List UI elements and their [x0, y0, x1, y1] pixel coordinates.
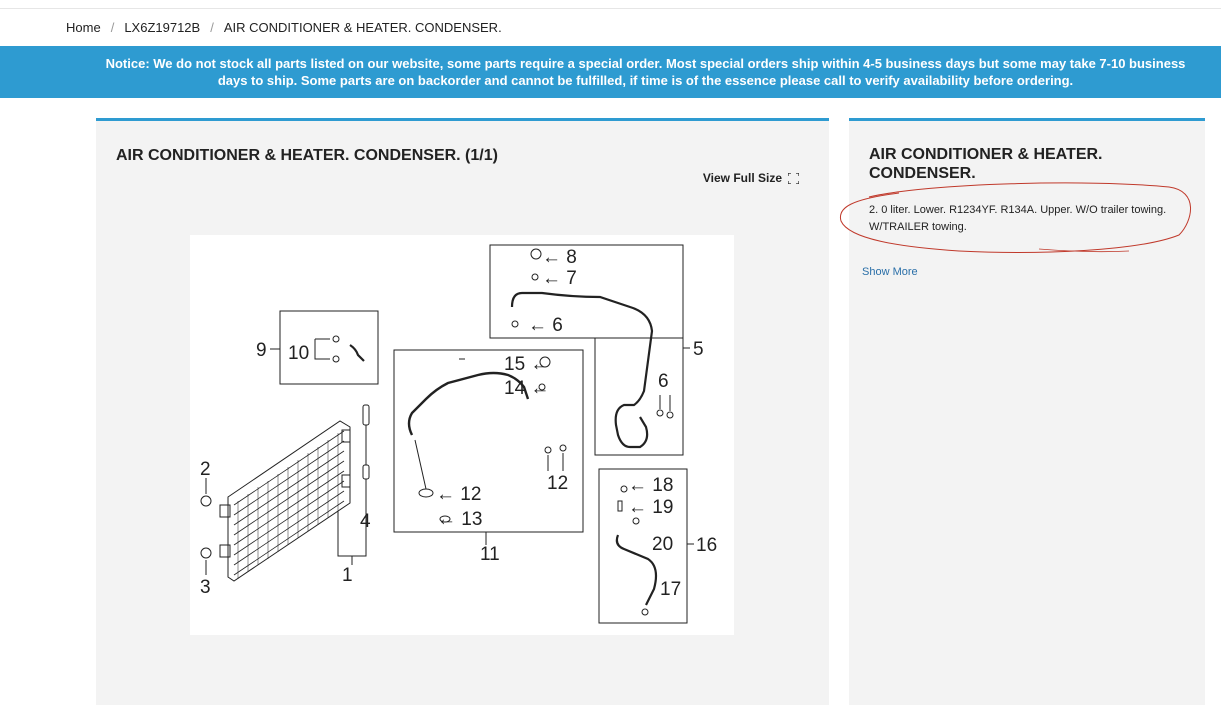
callout-7: ← 7	[542, 268, 577, 289]
part-info-title: AIR CONDITIONER & HEATER. CONDENSER.	[869, 146, 1103, 182]
breadcrumb-current: AIR CONDITIONER & HEATER. CONDENSER.	[223, 20, 502, 35]
callout-9: 9	[256, 340, 267, 361]
callout-17: 17	[660, 579, 682, 600]
diagram-title: AIR CONDITIONER & HEATER. CONDENSER. (1/1)	[116, 147, 498, 164]
notice-text: Notice: We do not stock all parts listed on our website, some parts require a special order. Most special orders ship within 4-5 business days but some may take 7-10 business days to ship. Some parts are on backorder and cannot be fulfilled, if time is of the essence please call to verify availability before ordering.	[105, 56, 1186, 88]
breadcrumb	[66, 20, 502, 35]
callout-11: 11	[480, 544, 500, 565]
box-11	[394, 350, 583, 532]
callout-20: 20	[652, 534, 674, 555]
callout-1: 1	[342, 565, 353, 586]
condenser-drawing	[220, 421, 350, 581]
part-description: 2. 0 liter. Lower. R1234YF. R134A. Upper. W/O trailer towing. W/TRAILER towing.	[869, 204, 1167, 233]
callout-2: 2	[200, 459, 211, 480]
callout-6: ← 6	[528, 315, 563, 336]
view-full-size-button[interactable]	[703, 171, 799, 185]
callout-19: ← 19	[628, 497, 674, 518]
breadcrumb-home-link[interactable]: Home	[66, 20, 101, 35]
breadcrumb-part-link[interactable]: LX6Z19712B	[124, 20, 201, 35]
diagram-panel	[96, 118, 829, 705]
callout-15: 15 ←	[504, 354, 550, 375]
fullscreen-icon	[788, 173, 799, 184]
parts-diagram-svg	[190, 235, 734, 635]
callout-3: 3	[200, 577, 211, 598]
callout-10: 10	[288, 343, 310, 364]
top-divider	[0, 8, 1221, 9]
hose-16-drawing	[617, 535, 656, 605]
callout-13: ← 13	[437, 509, 483, 530]
receiver-drier-drawing	[363, 405, 369, 515]
part-info-panel	[849, 118, 1205, 705]
breadcrumb-separator: /	[110, 20, 115, 35]
callout-numbers	[200, 247, 717, 600]
callout-5: 5	[693, 339, 704, 360]
callout-16: 16	[696, 535, 718, 556]
callout-12: 12	[547, 473, 569, 494]
show-more-link[interactable]: Show More	[862, 266, 918, 278]
parts-diagram[interactable]	[190, 235, 734, 635]
part-2-drawing	[201, 496, 211, 506]
callout-18: ← 18	[628, 475, 674, 496]
breadcrumb-separator: /	[210, 20, 214, 35]
box-5-upper	[490, 245, 683, 338]
callout-4: 4	[360, 511, 371, 532]
callout-12: ← 12	[436, 484, 482, 505]
callout-8: ← 8	[542, 247, 577, 268]
callout-14: 14 ←	[504, 378, 550, 399]
notice-banner	[0, 46, 1221, 98]
part-3-drawing	[201, 548, 211, 558]
callout-6: 6	[658, 371, 669, 392]
view-full-size-label: View Full Size	[702, 171, 782, 185]
